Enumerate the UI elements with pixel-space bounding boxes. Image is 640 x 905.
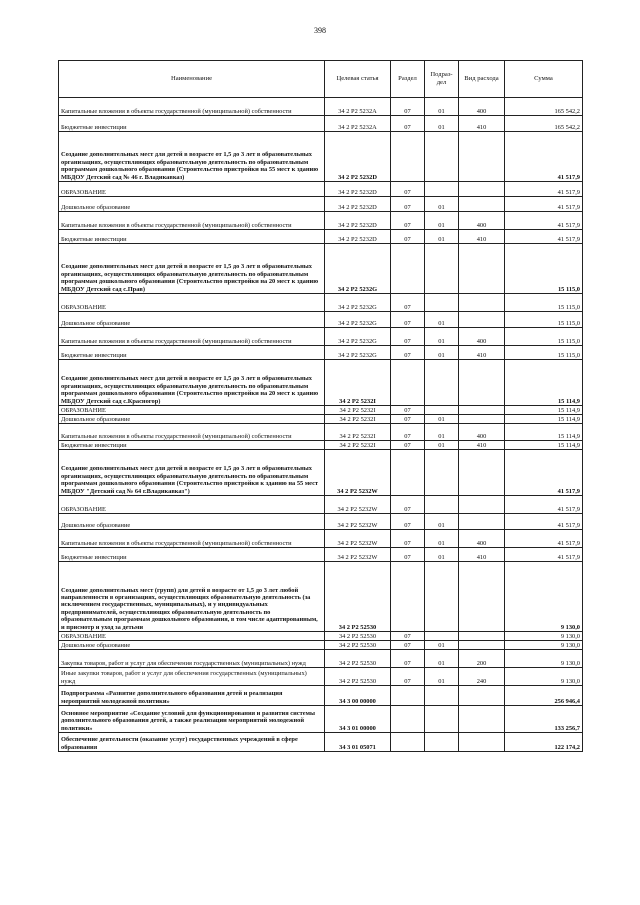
row-code: 34 2 P2 5232D <box>325 197 391 212</box>
table-row <box>59 116 583 132</box>
row-name: Создание дополнительных мест для детей в возрасте от 1,5 до 3 лет в образовательных организациях, осуществляющих образовательную деятельность по образовательным программам дошкольного образования (Строительство пристройки на 55 мест к зданию МБДОУ Детский сад № 46 г. Владикавказ) <box>59 132 325 182</box>
row-code: 34 2 P2 52530 <box>325 641 391 650</box>
row-sum: 41 517,9 <box>505 496 583 514</box>
row-code: 34 2 P2 52530 <box>325 668 391 686</box>
header-code: Целевая статья <box>325 61 391 98</box>
row-name: Закупка товаров, работ и услуг для обеспечения государственных (муниципальных) нужд <box>59 650 325 668</box>
row-name: Создание дополнительных мест для детей в возрасте от 1,5 до 3 лет в образовательных организациях, осуществляющих образовательную деятельность по образовательным программам дошкольного образования (Строительство пристройки на 20 мест к зданию МБДОУ Детский сад с.Прав) <box>59 244 325 294</box>
row-name: Бюджетные инвестиции <box>59 346 325 360</box>
row-code: 34 2 P2 5232G <box>325 328 391 346</box>
row-type <box>459 406 505 415</box>
row-subsection: 01 <box>425 514 459 530</box>
table-body <box>59 98 583 752</box>
row-sum: 9 130,0 <box>505 668 583 686</box>
row-type: 410 <box>459 230 505 244</box>
row-subsection: 01 <box>425 668 459 686</box>
row-sum: 9 130,0 <box>505 632 583 641</box>
table-row <box>59 530 583 548</box>
row-code: 34 2 P2 52530 <box>325 632 391 641</box>
row-sum: 133 256,7 <box>505 706 583 733</box>
header-section: Раздел <box>391 61 425 98</box>
row-code: 34 2 P2 5232G <box>325 294 391 312</box>
row-code: 34 2 P2 5232D <box>325 132 391 182</box>
row-sum: 41 517,9 <box>505 132 583 182</box>
page-number: 398 <box>314 26 326 35</box>
row-subsection: 01 <box>425 441 459 450</box>
row-sum: 15 114,9 <box>505 406 583 415</box>
row-sum: 41 517,9 <box>505 182 583 197</box>
row-sum: 15 115,0 <box>505 346 583 360</box>
row-name: Бюджетные инвестиции <box>59 116 325 132</box>
row-name: ОБРАЗОВАНИЕ <box>59 406 325 415</box>
row-name: ОБРАЗОВАНИЕ <box>59 496 325 514</box>
row-sum: 15 115,0 <box>505 294 583 312</box>
row-section <box>391 562 425 632</box>
row-section: 07 <box>391 668 425 686</box>
table-row <box>59 406 583 415</box>
row-sum: 122 174,2 <box>505 733 583 752</box>
row-subsection <box>425 406 459 415</box>
row-subsection <box>425 244 459 294</box>
row-section: 07 <box>391 441 425 450</box>
row-section: 07 <box>391 182 425 197</box>
row-code: 34 2 P2 5232I <box>325 441 391 450</box>
row-type: 400 <box>459 212 505 230</box>
row-name: Подпрограмма «Развитие дополнительного образования детей и реализация мероприятий молодежной политики» <box>59 686 325 706</box>
row-type <box>459 244 505 294</box>
row-subsection: 01 <box>425 212 459 230</box>
row-sum: 15 115,0 <box>505 312 583 328</box>
row-sum: 41 517,9 <box>505 548 583 562</box>
row-sum: 165 542,2 <box>505 98 583 116</box>
row-name: Основное мероприятие «Создание условий для функционирования и развития системы дополнительного образования детей, а также реализации мероприятий молодежной политики» <box>59 706 325 733</box>
table-row <box>59 415 583 424</box>
row-type <box>459 294 505 312</box>
row-section: 07 <box>391 424 425 441</box>
row-subsection <box>425 562 459 632</box>
row-subsection: 01 <box>425 641 459 650</box>
row-subsection: 01 <box>425 230 459 244</box>
row-sum: 41 517,9 <box>505 514 583 530</box>
table-row <box>59 641 583 650</box>
row-section: 07 <box>391 406 425 415</box>
table-row <box>59 424 583 441</box>
row-type <box>459 686 505 706</box>
row-code: 34 2 P2 5232W <box>325 496 391 514</box>
table-row <box>59 514 583 530</box>
row-code: 34 2 P2 5232G <box>325 244 391 294</box>
row-sum: 41 517,9 <box>505 230 583 244</box>
row-code: 34 2 P2 52530 <box>325 562 391 632</box>
row-name: Обеспечение деятельности (оказание услуг) государственных учреждений в сфере образования <box>59 733 325 752</box>
row-section: 07 <box>391 548 425 562</box>
row-name: Дошкольное образование <box>59 514 325 530</box>
row-subsection <box>425 706 459 733</box>
row-name: Создание дополнительных мест для детей в возрасте от 1,5 до 3 лет в образовательных организациях, осуществляющих образовательную деятельность по образовательным программам дошкольного образования (Строительство пристройки на 20 мест к зданию МБДОУ Детский сад с.Красногор) <box>59 360 325 406</box>
table-row <box>59 632 583 641</box>
row-sum: 15 114,9 <box>505 441 583 450</box>
row-type: 410 <box>459 116 505 132</box>
row-type: 200 <box>459 650 505 668</box>
table-row <box>59 98 583 116</box>
table-row <box>59 360 583 406</box>
row-sum: 9 130,0 <box>505 641 583 650</box>
budget-table <box>58 60 583 752</box>
row-name: Создание дополнительных мест для детей в возрасте от 1,5 до 3 лет в образовательных организациях, осуществляющих образовательную деятельность по образовательным программам дошкольного образования (Строительство пристройки к зданию на 55 мест МБДОУ "Детский сад № 64 г.Владикавказ") <box>59 450 325 496</box>
row-section <box>391 686 425 706</box>
row-name: Дошкольное образование <box>59 641 325 650</box>
table-row <box>59 244 583 294</box>
row-section: 07 <box>391 415 425 424</box>
row-type <box>459 514 505 530</box>
table-row <box>59 650 583 668</box>
header-sum: Сумма <box>505 61 583 98</box>
row-section <box>391 244 425 294</box>
row-subsection: 01 <box>425 548 459 562</box>
table-row <box>59 496 583 514</box>
row-subsection: 01 <box>425 197 459 212</box>
row-code: 34 2 P2 5232W <box>325 530 391 548</box>
row-subsection: 01 <box>425 346 459 360</box>
row-name: Создание дополнительных мест (групп) для детей в возрасте от 1,5 до 3 лет любой направленности в организациях, осуществляющих образовательную деятельность (за исключением государственных, муниципальных), и у индивидуальных предпринимателей, осуществляющих образовательную деятельность по образовательным программам дошкольного образования, в том числе адаптированным, и присмотр и уход за детьми <box>59 562 325 632</box>
row-subsection: 01 <box>425 116 459 132</box>
row-code: 34 3 01 05071 <box>325 733 391 752</box>
table-row <box>59 197 583 212</box>
row-subsection: 01 <box>425 98 459 116</box>
row-name: Дошкольное образование <box>59 415 325 424</box>
row-section: 07 <box>391 312 425 328</box>
row-subsection: 01 <box>425 415 459 424</box>
row-section: 07 <box>391 530 425 548</box>
row-sum: 41 517,9 <box>505 450 583 496</box>
row-subsection <box>425 686 459 706</box>
header-type: Вид расхода <box>459 61 505 98</box>
row-type: 410 <box>459 548 505 562</box>
row-type <box>459 450 505 496</box>
table-row <box>59 212 583 230</box>
row-section <box>391 450 425 496</box>
header-row <box>59 61 583 98</box>
row-name: ОБРАЗОВАНИЕ <box>59 294 325 312</box>
row-name: Дошкольное образование <box>59 197 325 212</box>
row-sum: 9 130,0 <box>505 562 583 632</box>
row-section <box>391 733 425 752</box>
row-sum: 15 115,0 <box>505 328 583 346</box>
row-type <box>459 632 505 641</box>
row-type <box>459 197 505 212</box>
table-row <box>59 668 583 686</box>
row-type <box>459 706 505 733</box>
row-name: Капитальные вложения в объекты государственной (муниципальной) собственности <box>59 424 325 441</box>
row-subsection <box>425 294 459 312</box>
row-section: 07 <box>391 650 425 668</box>
row-type: 240 <box>459 668 505 686</box>
row-subsection <box>425 632 459 641</box>
row-code: 34 3 00 00000 <box>325 686 391 706</box>
row-type <box>459 641 505 650</box>
row-section <box>391 360 425 406</box>
row-type <box>459 415 505 424</box>
table-row <box>59 686 583 706</box>
row-section: 07 <box>391 328 425 346</box>
row-subsection <box>425 132 459 182</box>
row-subsection <box>425 182 459 197</box>
row-subsection: 01 <box>425 530 459 548</box>
row-section: 07 <box>391 212 425 230</box>
row-section: 07 <box>391 98 425 116</box>
row-type <box>459 562 505 632</box>
row-code: 34 2 P2 5232W <box>325 450 391 496</box>
row-subsection <box>425 360 459 406</box>
table-row <box>59 562 583 632</box>
row-subsection <box>425 496 459 514</box>
row-type <box>459 312 505 328</box>
row-code: 34 2 P2 5232G <box>325 312 391 328</box>
row-section: 07 <box>391 632 425 641</box>
row-sum: 41 517,9 <box>505 212 583 230</box>
table-row <box>59 312 583 328</box>
row-sum: 15 114,9 <box>505 424 583 441</box>
row-sum: 41 517,9 <box>505 530 583 548</box>
row-type <box>459 733 505 752</box>
row-subsection: 01 <box>425 312 459 328</box>
row-type <box>459 496 505 514</box>
row-type <box>459 132 505 182</box>
table-row <box>59 132 583 182</box>
table-row <box>59 548 583 562</box>
table-row <box>59 346 583 360</box>
row-type: 400 <box>459 98 505 116</box>
row-code: 34 2 P2 5232I <box>325 406 391 415</box>
row-code: 34 2 P2 5232I <box>325 415 391 424</box>
row-name: Бюджетные инвестиции <box>59 441 325 450</box>
table-row <box>59 733 583 752</box>
row-name: Капитальные вложения в объекты государственной (муниципальной) собственности <box>59 530 325 548</box>
row-code: 34 2 P2 5232W <box>325 514 391 530</box>
row-subsection <box>425 733 459 752</box>
row-sum: 165 542,2 <box>505 116 583 132</box>
table-row <box>59 441 583 450</box>
row-code: 34 2 P2 5232D <box>325 212 391 230</box>
row-name: Капитальные вложения в объекты государственной (муниципальной) собственности <box>59 98 325 116</box>
row-section <box>391 132 425 182</box>
row-section: 07 <box>391 641 425 650</box>
row-subsection <box>425 450 459 496</box>
row-section: 07 <box>391 346 425 360</box>
row-sum: 9 130,0 <box>505 650 583 668</box>
header-name: Наименование <box>59 61 325 98</box>
row-section: 07 <box>391 197 425 212</box>
row-name: Бюджетные инвестиции <box>59 548 325 562</box>
row-section: 07 <box>391 230 425 244</box>
row-code: 34 2 P2 5232W <box>325 548 391 562</box>
row-type: 400 <box>459 530 505 548</box>
row-name: ОБРАЗОВАНИЕ <box>59 182 325 197</box>
table-row <box>59 182 583 197</box>
row-code: 34 2 P2 5232G <box>325 346 391 360</box>
row-code: 34 2 P2 52530 <box>325 650 391 668</box>
row-type <box>459 360 505 406</box>
row-code: 34 3 01 00000 <box>325 706 391 733</box>
table-row <box>59 294 583 312</box>
row-type: 400 <box>459 328 505 346</box>
row-code: 34 2 P2 5232D <box>325 230 391 244</box>
table-header <box>59 61 583 98</box>
row-name: Капитальные вложения в объекты государственной (муниципальной) собственности <box>59 328 325 346</box>
row-code: 34 2 P2 5232A <box>325 116 391 132</box>
row-sum: 15 114,9 <box>505 360 583 406</box>
row-type: 400 <box>459 424 505 441</box>
row-sum: 41 517,9 <box>505 197 583 212</box>
row-type <box>459 182 505 197</box>
row-name: Бюджетные инвестиции <box>59 230 325 244</box>
row-code: 34 2 P2 5232I <box>325 360 391 406</box>
row-type: 410 <box>459 346 505 360</box>
table-row <box>59 706 583 733</box>
row-name: Иные закупки товаров, работ и услуг для обеспечения государственных (муниципальных) нужд <box>59 668 325 686</box>
row-subsection: 01 <box>425 424 459 441</box>
row-section <box>391 706 425 733</box>
row-code: 34 2 P2 5232I <box>325 424 391 441</box>
row-type: 410 <box>459 441 505 450</box>
row-section: 07 <box>391 116 425 132</box>
table-row <box>59 450 583 496</box>
row-subsection: 01 <box>425 328 459 346</box>
row-subsection: 01 <box>425 650 459 668</box>
row-section: 07 <box>391 496 425 514</box>
row-name: Дошкольное образование <box>59 312 325 328</box>
table-row <box>59 230 583 244</box>
row-code: 34 2 P2 5232A <box>325 98 391 116</box>
row-name: Капитальные вложения в объекты государственной (муниципальной) собственности <box>59 212 325 230</box>
row-section: 07 <box>391 514 425 530</box>
table-row <box>59 328 583 346</box>
row-code: 34 2 P2 5232D <box>325 182 391 197</box>
row-sum: 256 946,4 <box>505 686 583 706</box>
row-name: ОБРАЗОВАНИЕ <box>59 632 325 641</box>
row-section: 07 <box>391 294 425 312</box>
row-sum: 15 115,0 <box>505 244 583 294</box>
header-subsection: Подраз-дел <box>425 61 459 98</box>
row-sum: 15 114,9 <box>505 415 583 424</box>
